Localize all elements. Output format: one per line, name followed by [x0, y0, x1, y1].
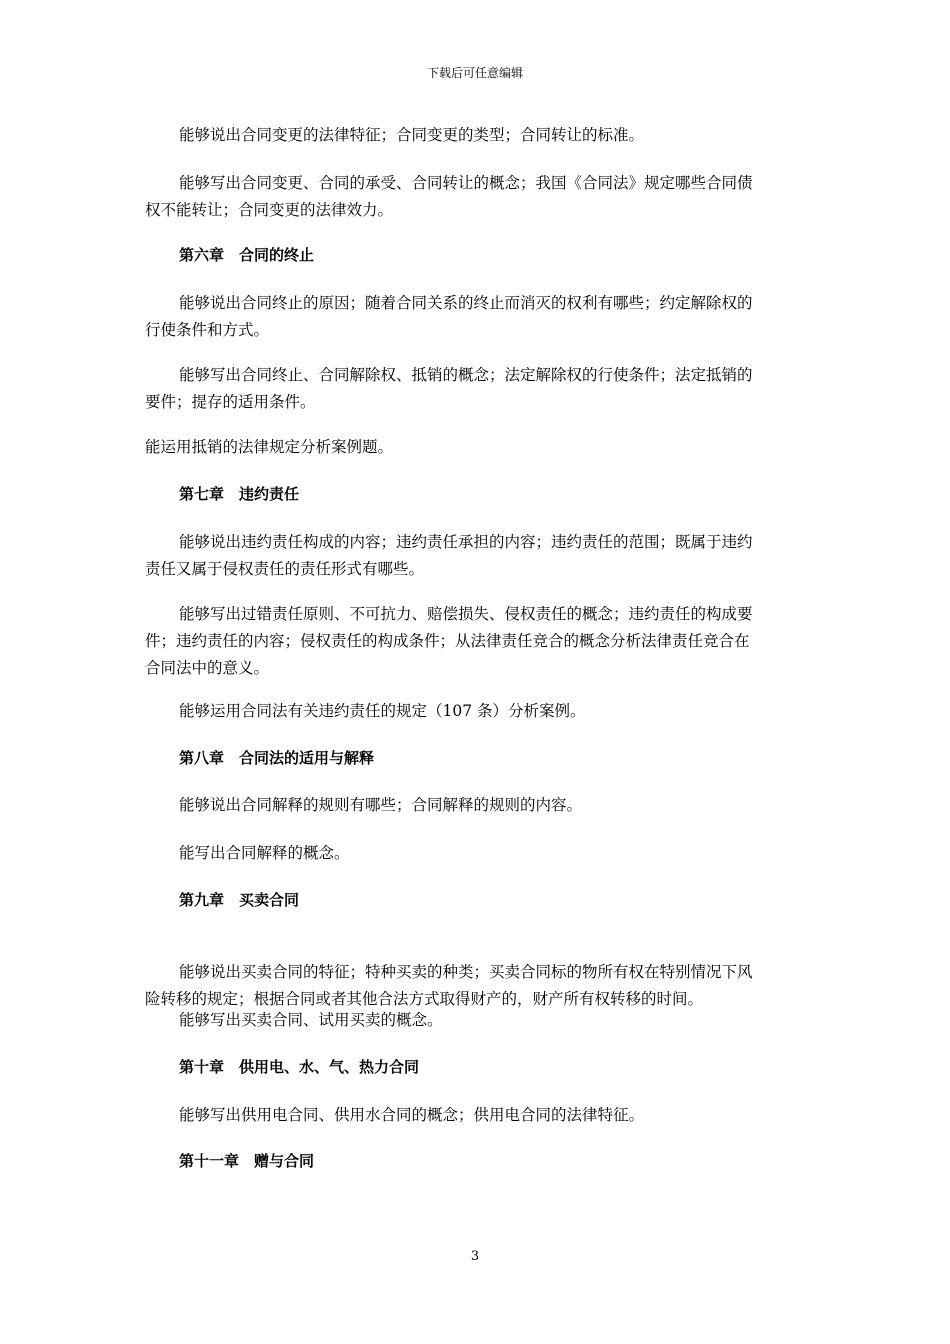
- paragraph: [145, 1102, 805, 1129]
- paragraph: [145, 122, 805, 149]
- paragraph-line: 权不能转让；合同变更的法律效力。: [145, 201, 394, 219]
- chapter-heading: 第十一章 赠与合同: [179, 1152, 315, 1170]
- paragraph-line: 能够写出供用电合同、供用水合同的概念；供用电合同的法律特征。: [179, 1106, 645, 1124]
- paragraph-line: 能够运用合同法有关违约责任的规定（107 条）分析案例。: [179, 702, 586, 720]
- paragraph-line: 能运用抵销的法律规定分析案例题。: [145, 438, 394, 456]
- paragraph: [145, 170, 805, 224]
- paragraph: [145, 434, 805, 461]
- paragraph: [145, 792, 805, 819]
- paragraph: [145, 362, 805, 416]
- paragraph-line: 能写出合同解释的概念。: [179, 844, 350, 862]
- paragraph-line: 能够写出合同终止、合同解除权、抵销的概念；法定解除权的行使条件；法定抵销的: [179, 366, 753, 384]
- chapter-heading: 第六章 合同的终止: [179, 246, 315, 264]
- paragraph-line: 行使条件和方式。: [145, 321, 270, 339]
- paragraph-line: 能够写出买卖合同、试用买卖的概念。: [179, 1011, 443, 1029]
- paragraph-line: 能够说出合同变更的法律特征；合同变更的类型；合同转让的标准。: [179, 126, 645, 144]
- paragraph-line: 能够说出违约责任构成的内容；违约责任承担的内容；违约责任的范围；既属于违约: [179, 533, 753, 551]
- paragraph: [145, 601, 805, 682]
- paragraph-line: 合同法中的意义。: [145, 659, 270, 677]
- paragraph: [145, 529, 805, 583]
- paragraph: [145, 290, 805, 344]
- paragraph-line: 责任又属于侵权责任的责任形式有哪些。: [145, 560, 425, 578]
- paragraph: [145, 1007, 805, 1034]
- paragraph-line: 能够写出过错责任原则、不可抗力、赔偿损失、侵权责任的概念；违约责任的构成要: [179, 605, 753, 623]
- paragraph-line: 险转移的规定；根据合同或者其他合法方式取得财产的，财产所有权转移的时间。: [145, 990, 704, 1008]
- paragraph-line: 能够写出合同变更、合同的承受、合同转让的概念；我国《合同法》规定哪些合同债: [179, 174, 753, 192]
- page-header: 下载后可任意编辑: [426, 66, 523, 80]
- paragraph-line: 能够说出合同终止的原因；随着合同关系的终止而消灭的权利有哪些；约定解除权的: [179, 294, 753, 312]
- chapter-heading: 第九章 买卖合同: [179, 891, 300, 909]
- paragraph-line: 件；违约责任的内容；侵权责任的构成条件；从法律责任竞合的概念分析法律责任竞合在: [145, 632, 750, 650]
- paragraph: [145, 840, 805, 867]
- paragraph-line: 能够说出买卖合同的特征；特种买卖的种类；买卖合同标的物所有权在特别情况下风: [179, 963, 753, 981]
- page-number: 3: [470, 1249, 480, 1264]
- paragraph-line: 能够说出合同解释的规则有哪些；合同解释的规则的内容。: [179, 796, 583, 814]
- chapter-heading: 第十章 供用电、水、气、热力合同: [179, 1058, 420, 1076]
- chapter-heading: 第八章 合同法的适用与解释: [179, 749, 375, 767]
- paragraph-line: 要件；提存的适用条件。: [145, 393, 316, 411]
- chapter-heading: 第七章 违约责任: [179, 485, 300, 503]
- paragraph: [145, 698, 805, 725]
- paragraph: [145, 959, 805, 1013]
